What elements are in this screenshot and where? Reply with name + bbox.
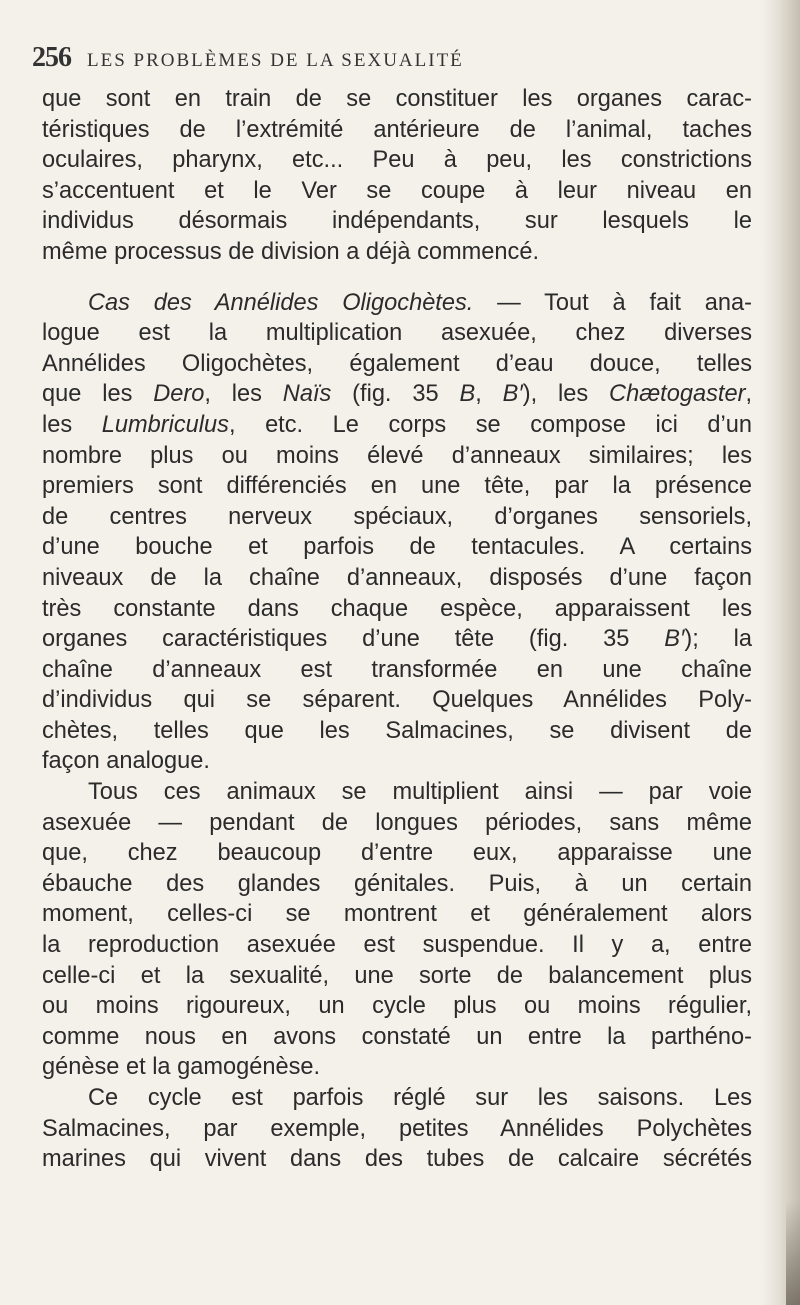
text-line: ou moins rigoureux, un cycle plus ou moins régulier,: [42, 993, 752, 1020]
page-number: 256: [32, 42, 71, 73]
text-line: les Lumbriculus, etc. Le corps se compose ici d’un: [42, 411, 752, 438]
page-corner-shadow: [786, 1200, 800, 1305]
running-title: LES PROBLÈMES DE LA SEXUALITÉ: [87, 50, 464, 71]
text-line: chaîne d’anneaux est transformée en une chaîne: [42, 656, 752, 683]
text-line: celle-ci et la sexualité, une sorte de balancement plus: [42, 962, 752, 989]
paragraph-1: [42, 84, 752, 268]
text-line: que les Dero, les Naïs (fig. 35 B, B′), les Chætogaster,: [42, 381, 752, 408]
text-line: téristiques de l’extrémité antérieure de l’animal, taches: [42, 116, 752, 143]
section-heading-line: Cas des Annélides Oligochètes. — Tout à fait ana-: [88, 289, 752, 316]
text-line: d’individus qui se séparent. Quelques Annélides Poly-: [42, 687, 752, 714]
text-line: comme nous en avons constaté un entre la parthéno-: [42, 1023, 752, 1050]
paragraph-4: [42, 1083, 752, 1175]
text-line: nombre plus ou moins élevé d’anneaux similaires; les: [42, 442, 752, 469]
text-line: s’accentuent et le Ver se coupe à leur niveau en: [42, 177, 752, 204]
text-line: Ce cycle est parfois réglé sur les saisons. Les: [88, 1085, 752, 1111]
paragraph-2: [42, 288, 752, 778]
text-line: même processus de division a déjà commencé.: [42, 238, 540, 265]
body-text: [42, 84, 752, 1175]
text-line: la reproduction asexuée est suspendue. Il y a, entre: [42, 932, 752, 959]
text-line: niveaux de la chaîne d’anneaux, disposés d’une façon: [42, 564, 752, 591]
paragraph-3: [42, 777, 752, 1083]
text-line: marines qui vivent dans des tubes de calcaire sécrétés: [42, 1146, 752, 1173]
paragraph-gap: [42, 268, 752, 288]
text-line: moment, celles-ci se montrent et généralement alors: [42, 901, 752, 928]
text-line: chètes, telles que les Salmacines, se divisent de: [42, 717, 752, 744]
text-line: génèse et la gamogénèse.: [42, 1054, 321, 1081]
text-line: d’une bouche et parfois de tentacules. A certains: [42, 534, 752, 561]
text-line: logue est la multiplication asexuée, chez diverses: [42, 320, 752, 347]
text-line: que, chez beaucoup d’entre eux, apparaisse une: [42, 840, 752, 867]
text-line: de centres nerveux spéciaux, d’organes sensoriels,: [42, 503, 752, 530]
text-line: premiers sont différenciés en une tête, par la présence: [42, 473, 752, 500]
text-line: que sont en train de se constituer les organes carac-: [42, 86, 752, 112]
text-line: asexuée — pendant de longues périodes, sans même: [42, 809, 752, 836]
text-line: Salmacines, par exemple, petites Annélides Polychètes: [42, 1115, 752, 1142]
text-line: Tous ces animaux se multiplient ainsi — par voie: [88, 779, 752, 806]
page-edge-shadow: [762, 0, 800, 1305]
text-line: organes caractéristiques d’une tête (fig. 35 B′); la: [42, 626, 752, 653]
text-line: façon analogue.: [42, 748, 210, 775]
text-line: oculaires, pharynx, etc... Peu à peu, les constrictions: [42, 147, 752, 174]
text-line: individus désormais indépendants, sur lesquels le: [42, 208, 752, 235]
text-line: Annélides Oligochètes, également d’eau douce, telles: [42, 350, 752, 377]
text-line: ébauche des glandes génitales. Puis, à un certain: [42, 870, 752, 897]
text-line: très constante dans chaque espèce, apparaissent les: [42, 595, 752, 622]
